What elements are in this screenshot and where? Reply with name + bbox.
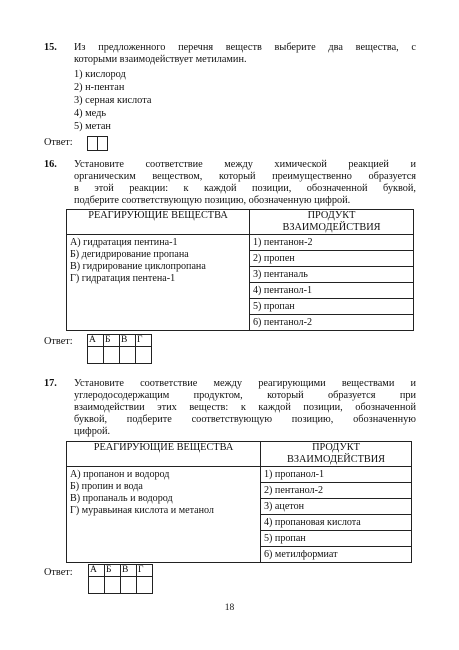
q15-text-line1: Из предложенного перечня веществ выберите два вещества, с: [74, 42, 416, 53]
q17-match-table: [66, 441, 412, 563]
q16-answer-letter: А: [88, 335, 104, 347]
q17-answer-cell-a[interactable]: [89, 577, 105, 594]
q17-answer-letter: А: [89, 565, 105, 577]
q16-match-table: [66, 209, 414, 331]
q17-answer-cell-g[interactable]: [137, 577, 153, 594]
q16-left-cell: [67, 235, 250, 331]
q17-left-item: Г) муравьиная кислота и метанол: [70, 505, 214, 516]
q16-left-item: Б) дегидрирование пропана: [70, 249, 189, 260]
q17-answer-label: Ответ:: [44, 567, 73, 578]
q17-left-item: Б) пропин и вода: [70, 481, 143, 492]
q16-right-item: 6) пентанол-2: [253, 317, 312, 328]
q17-answer-letter: Г: [137, 565, 153, 577]
q15-option: 2) н-пентан: [74, 82, 125, 93]
q16-answer-cell-a[interactable]: [88, 347, 104, 364]
q17-right-item: 6) метилформиат: [264, 549, 338, 560]
q15-number: 15.: [44, 42, 57, 53]
q17-right-item: 4) пропановая кислота: [261, 515, 411, 531]
q15-text-line2: которыми взаимодействует метиламин.: [74, 54, 247, 65]
q15-option: 5) метан: [74, 121, 111, 132]
q17-left-cell: [67, 467, 261, 563]
q16-text-line: органическим веществом, который преимущественно образуется: [74, 171, 416, 182]
q15-option: 3) серная кислота: [74, 95, 152, 106]
q17-text-line: буквой, подберите соответствующую позицию, обозначенную: [74, 414, 416, 425]
q16-right-item: 2) пропен: [250, 251, 413, 267]
q17-answer-grid: [88, 564, 153, 594]
q16-answer-cell-b[interactable]: [104, 347, 120, 364]
q15-answer-label: Ответ:: [44, 137, 73, 148]
q17-text-line: цифрой.: [74, 426, 111, 437]
q16-header-left: РЕАГИРУЮЩИЕ ВЕЩЕСТВА: [67, 210, 250, 235]
q17-text-line: углеродосодержащим продуктом, который образуется при: [74, 390, 416, 401]
q17-right-cell: [261, 467, 412, 563]
q17-header-right-line1: ПРОДУКТ: [312, 442, 360, 453]
q16-right-item: 3) пентаналь: [250, 267, 413, 283]
q16-number: 16.: [44, 159, 57, 170]
q17-right-item: 3) ацетон: [261, 499, 411, 515]
q17-header-right: [261, 442, 412, 467]
q16-header-right-line1: ПРОДУКТ: [307, 210, 356, 221]
q16-text-line: в этой реакции: к каждой позиции, обозначенной буквой,: [74, 183, 416, 194]
q16-right-item: 5) пропан: [250, 299, 413, 315]
q16-answer-cell-g[interactable]: [136, 347, 152, 364]
q16-answer-grid: [87, 334, 152, 364]
q17-right-item: 5) пропан: [261, 531, 411, 547]
q16-left-item: В) гидрирование циклопропана: [70, 261, 206, 272]
q16-answer-letter: Б: [104, 335, 120, 347]
q17-right-item: 1) пропанол-1: [261, 467, 411, 483]
q16-text-line: подберите соответствующую позицию, обозначенную цифрой.: [74, 195, 351, 206]
q17-text-line: взаимодействии этих веществ: к каждой позиции, обозначенной: [74, 402, 416, 413]
q17-header-right-line2: ВЗАИМОДЕЙСТВИЯ: [286, 454, 386, 465]
q16-answer-cell-v[interactable]: [120, 347, 136, 364]
q15-option: 4) медь: [74, 108, 107, 119]
q15-option: 1) кислород: [74, 69, 126, 80]
q16-header-right-line2: ВЗАИМОДЕЙСТВИЯ: [282, 222, 381, 233]
q16-answer-letter: Г: [136, 335, 152, 347]
q16-header-right: [250, 210, 414, 235]
q17-answer-cell-b[interactable]: [105, 577, 121, 594]
q17-left-item: А) пропанон и водород: [70, 469, 170, 480]
q16-right-cell: [250, 235, 414, 331]
q17-answer-letter: В: [121, 565, 137, 577]
q17-number: 17.: [44, 378, 57, 389]
q17-answer-cell-v[interactable]: [121, 577, 137, 594]
q16-answer-label: Ответ:: [44, 336, 73, 347]
q17-left-item: В) пропаналь и водород: [70, 493, 173, 504]
q17-header-left: РЕАГИРУЮЩИЕ ВЕЩЕСТВА: [67, 442, 261, 467]
page-number: 18: [224, 603, 235, 613]
q15-answer-box-2[interactable]: [97, 136, 108, 151]
q16-left-item: Г) гидратация пентена-1: [70, 273, 176, 284]
q17-text-line: Установите соответствие между реагирующими веществами и: [74, 378, 416, 389]
q16-right-item: 4) пентанол-1: [250, 283, 413, 299]
q16-text-line: Установите соответствие между химической реакцией и: [74, 159, 416, 170]
q17-answer-letter: Б: [105, 565, 121, 577]
q16-left-item: А) гидратация пентина-1: [70, 237, 178, 248]
q17-right-item: 2) пентанол-2: [261, 483, 411, 499]
q16-right-item: 1) пентанон-2: [250, 235, 413, 251]
q16-answer-letter: В: [120, 335, 136, 347]
